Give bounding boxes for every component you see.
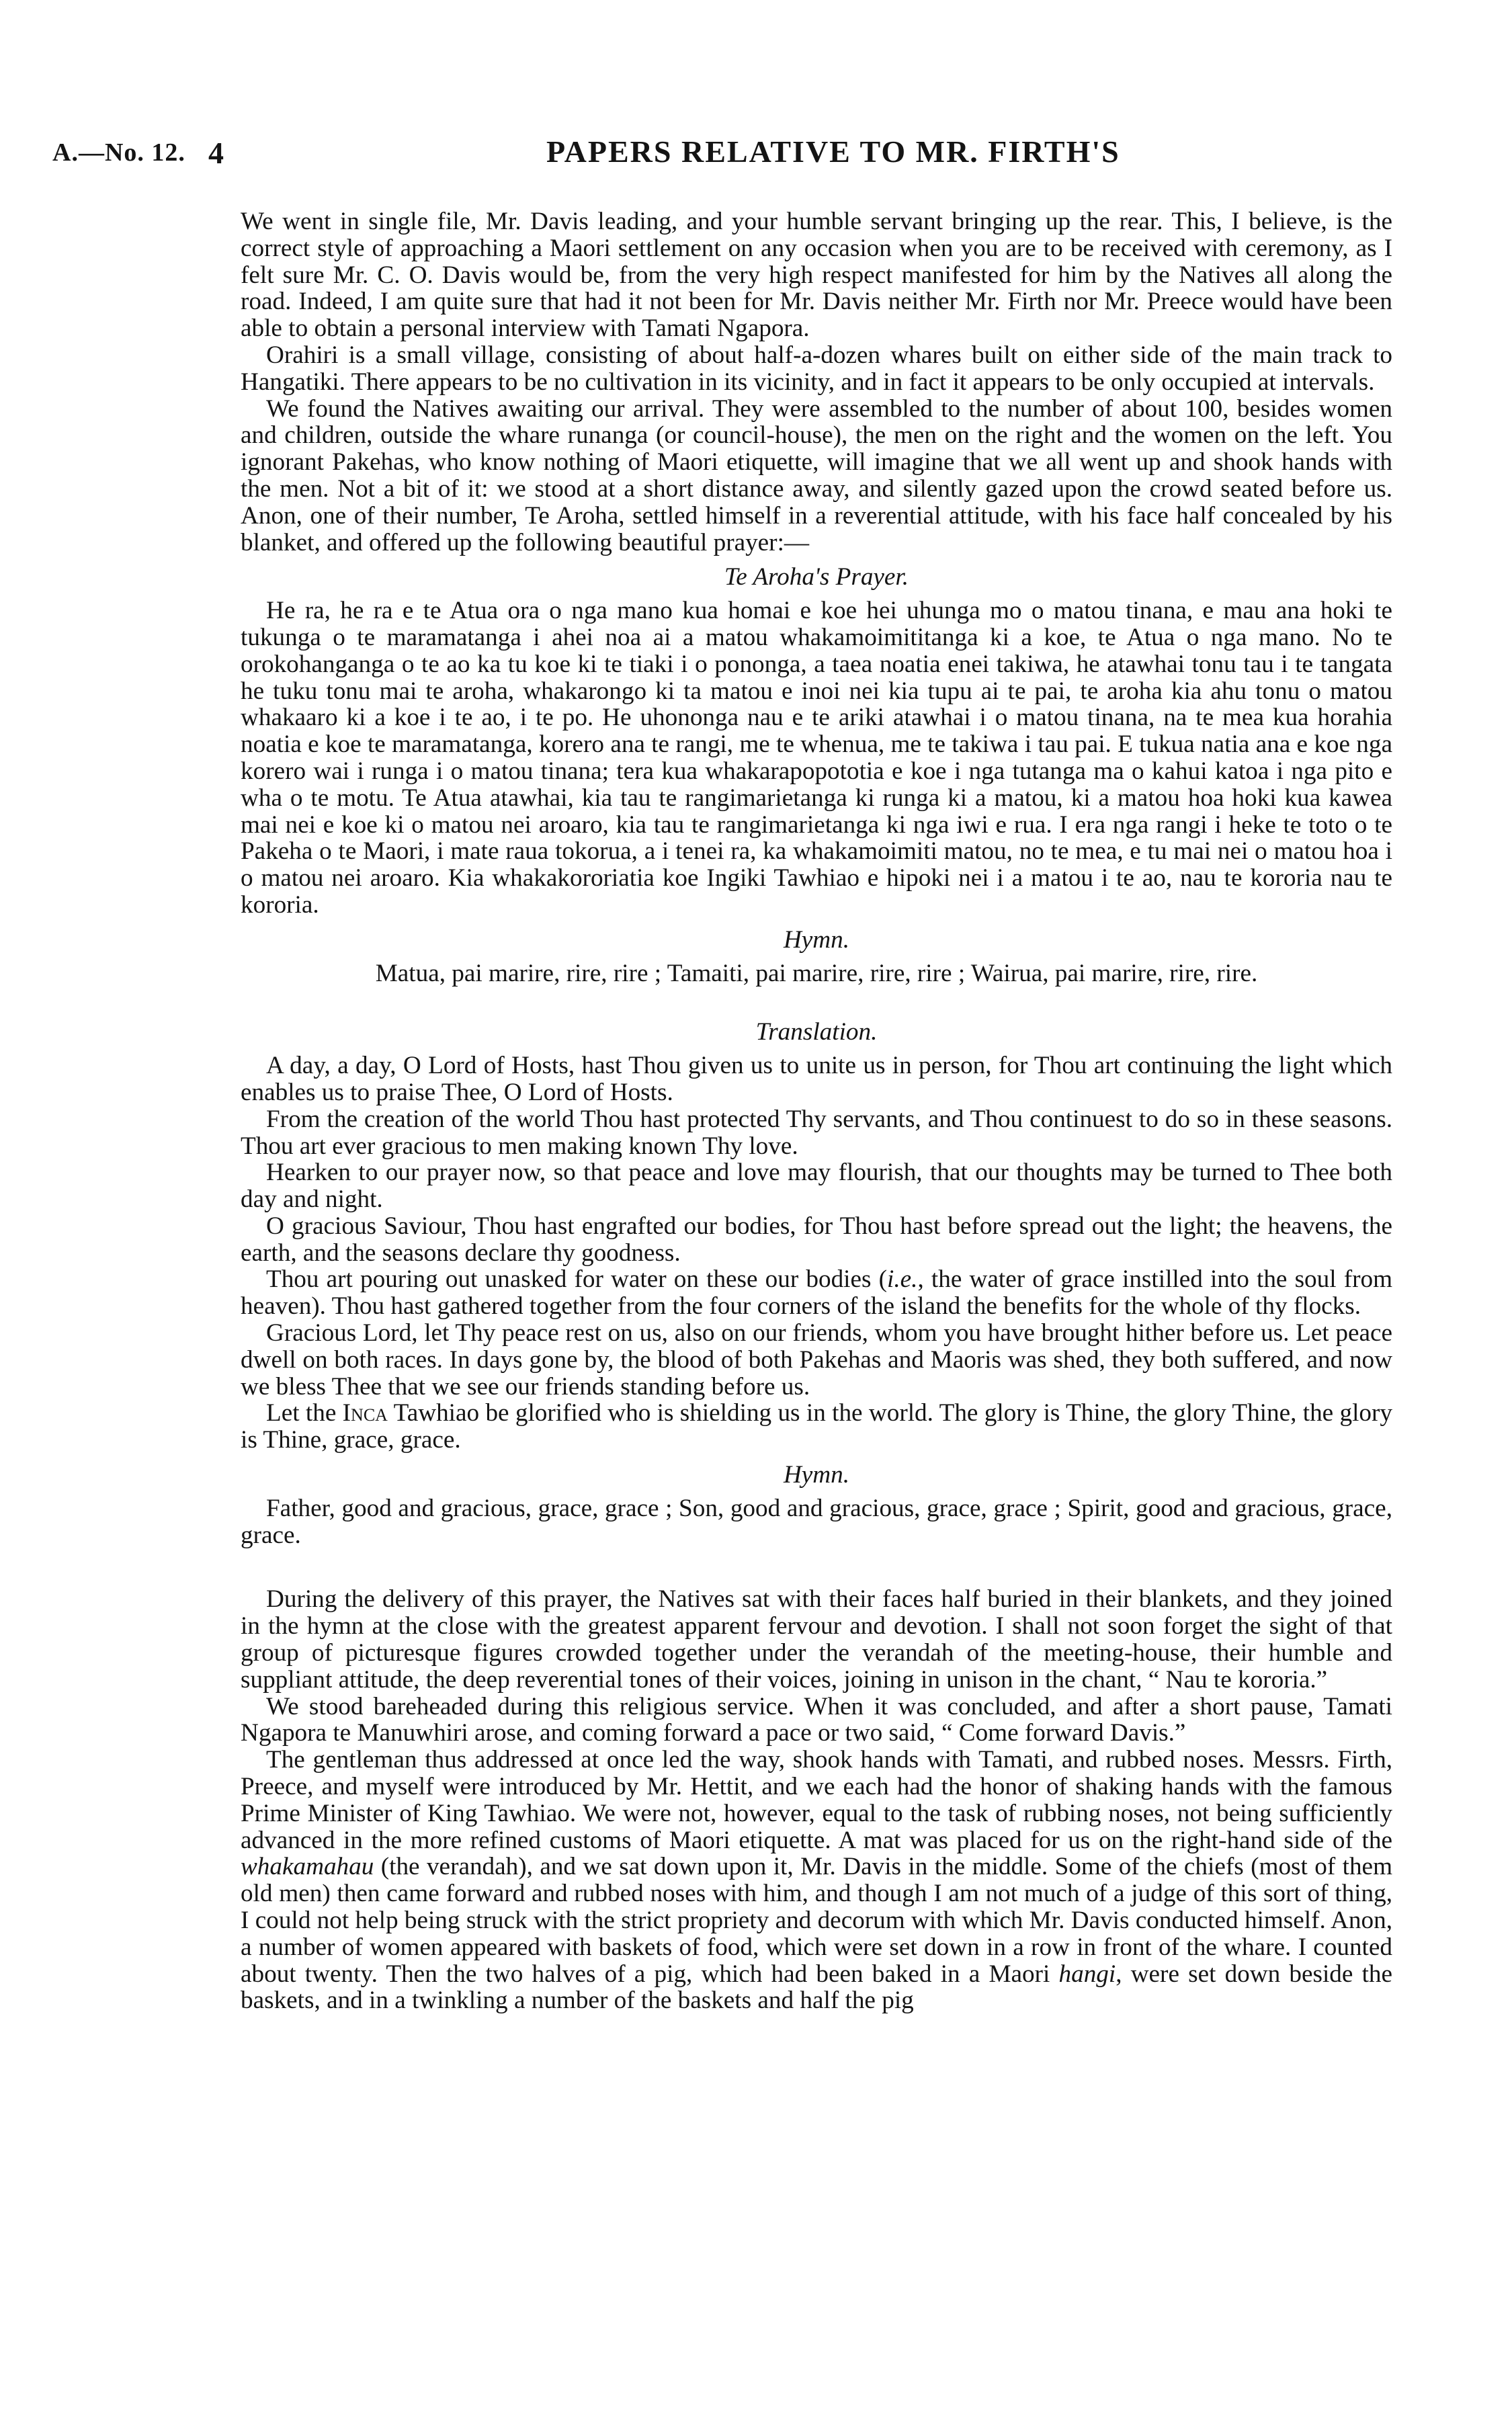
translation-line-6: Gracious Lord, let Thy peace rest on us, also on our friends, whom you have brought hither before us. Let peace dwell on both races. In days gone by, the blood of both Pakehas and Maoris was shed, they both suffered, and now we bless Thee that we see our friends standing before us. (241, 1319, 1392, 1401)
translation-line-5-end: , the water of grace instilled into the soul from heaven). Thou hast gathered together from the four corners of the island the benefits for the whole of thy flocks. (241, 1265, 1392, 1321)
prayer-text: He ra, he ra e te Atua ora o nga mano kua homai e koe hei uhunga mo o matou tinana, e mau ana hoki te tukunga o te maramatanga i ahei noa ai a matou whakamoimititanga ki a koe, te Atua o nga mano. No te orokohanganga o te ao ka tu koe ki te tiaki i o pononga, a taea noatia enei takiwa, he atawhai tonu tau i te tangata he tuku tonu mai te aroha, whakarongo ki ta matou e inoi nei kia tupu ai te pai, te aroha kia ahu tonu o matou whakaaro ki a koe i te ao, i te po. He uhononga nau e te ariki atawhai i o matou tinana, na te mea kua horahia noatia e koe te maramatanga, korero ana te rangi, me te whenua, me te takiwa i tau pai. E tukua natia ana e koe nga korero wai i runga i o matou tinana; tera kua whakarapopototia e koe i nga tutanga ma o kahui katoa i nga pito e wha o te motu. Te Atua atawhai, kia tau te rangimarietanga ki runga ki a matou, ki a matou hoa hoki kua kawea mai nei e koe ki o matou nei aroaro, kia tau te rangimarietanga ki nga iwi e rua. I era nga rangi i heke te toto o te Pakeha o te Maori, i mate raua tokorua, a i tenei ra, ka whakamoimiti matou, no te mea, e tu mai nei o matou hoa i o matou nei aroaro. Kia whakakororiatia koe Ingiki Tawhiao e hipoki nei i a matou i te ao, nau te kororia nau te kororia. (241, 597, 1393, 919)
hymn-heading-maori: Hymn. (783, 925, 850, 954)
paragraph-rubbing-noses-a: The gentleman thus addressed at once led the way, shook hands with Tamati, and rubbed noses. Messrs. Firth, Preece, and myself were introduced by Mr. Hettit, and we each had the honor of shaking hands with the famous Prime Minister of King Tawhiao. We were not, however, equal to the task of rubbing noses, not being sufficiently advanced in the more refined customs of Maori etiquette. A mat was placed for us on the right-hand side of the (241, 1746, 1392, 1854)
section-gap (241, 1548, 1392, 1586)
running-title: PAPERS RELATIVE TO MR. FIRTH'S (546, 134, 1120, 169)
prayer-heading: Te Aroha's Prayer. (724, 563, 909, 591)
translation-line-7-start: Let the (266, 1399, 343, 1427)
translation-line-7 (241, 1400, 1392, 1454)
paragraph-orahiri: Orahiri is a small village, consisting of about half-a-dozen whares built on either side of the main track to Hangatiki. There appears to be no cultivation in its vicinity, and in fact it appears to be only occupied at intervals. (241, 341, 1392, 396)
translation-line-5-start: Thou art pouring out unasked for water on these our bodies ( (266, 1265, 888, 1294)
page-number: 4 (208, 136, 224, 170)
translation-line-5 (241, 1266, 1392, 1320)
document-reference: A.—No. 12. (52, 138, 185, 167)
hymn-text-english: Father, good and gracious, grace, grace ; Son, good and gracious, grace, grace ; Spirit, good and gracious, grace, grace. (241, 1494, 1392, 1549)
ie-abbreviation: i.e. (887, 1265, 918, 1294)
paragraph-bareheaded: We stood bareheaded during this religious service. When it was concluded, and after a short pause, Tamati Ngapora te Manuwhiri arose, and coming forward a pace or two said, “ Come forward Davis.” (241, 1692, 1392, 1747)
paragraph-single-file: We went in single file, Mr. Davis leading, and your humble servant bringing up the rear. This, I believe, is the correct style of approaching a Maori settlement on any occasion when you are to be received with ceremony, as I felt sure Mr. C. O. Davis would be, from the very high respect manifested for him by the Natives all along the road. Indeed, I am quite sure that had it not been for Mr. Davis neither Mr. Firth nor Mr. Preece would have been able to obtain a personal interview with Tamati Ngapora. (241, 208, 1392, 343)
body-text (241, 208, 1392, 2014)
inca-smallcaps: Inca (342, 1399, 388, 1427)
whakamahau-term: whakamahau (241, 1853, 374, 1881)
hymn-heading-english: Hymn. (783, 1461, 850, 1489)
translation-line-2: From the creation of the world Thou hast protected Thy servants, and Thou continuest to do so in these seasons. Thou art ever gracious to men making known Thy love. (241, 1105, 1392, 1160)
translation-line-7-end: Tawhiao be glorified who is shielding us in the world. The glory is Thine, the glory Thine, the glory is Thine, grace, grace. (241, 1399, 1392, 1454)
translation-line-1: A day, a day, O Lord of Hosts, hast Thou given us to unite us in person, for Thou art continuing the light which enables us to praise Thee, O Lord of Hosts. (241, 1052, 1392, 1106)
translation-heading: Translation. (755, 1018, 878, 1046)
paragraph-delivery: During the delivery of this prayer, the Natives sat with their faces half buried in their blankets, and they joined in the hymn at the close with the greatest apparent fervour and devotion. I shall not soon forget the sight of that group of picturesque figures crowded together under the verandah of the meeting-house, their humble and suppliant attitude, the deep reverential tones of their voices, joining in unison in the chant, “ Nau te kororia.” (241, 1585, 1392, 1694)
hangi-term: hangi (1058, 1960, 1116, 1988)
translation-line-4: O gracious Saviour, Thou hast engrafted our bodies, for Thou hast before spread out the light; the heavens, the earth, and the seasons declare thy goodness. (241, 1212, 1392, 1267)
paragraph-rubbing-noses-c: , were set down beside the baskets, and in a twinkling a number of the baskets and half the pig (241, 1960, 1392, 2015)
paragraph-rubbing-noses (241, 1747, 1392, 2014)
page-header (52, 134, 1410, 192)
paragraph-natives-awaiting: We found the Natives awaiting our arrival. They were assembled to the number of about 100, besides women and children, outside the whare runanga (or council-house), the men on the right and the women on the left. You ignorant Pakehas, who know nothing of Maori etiquette, will imagine that we all went up and shook hands with the men. Not a bit of it: we stood at a short distance away, and silently gazed upon the crowd seated before us. Anon, one of their number, Te Aroha, settled himself in a reverential attitude, with his face half concealed by his blanket, and offered up the following beautiful prayer:— (241, 394, 1392, 556)
translation-line-3: Hearken to our prayer now, so that peace and love may flourish, that our thoughts may be turned to Thee both day and night. (241, 1159, 1392, 1214)
hymn-text-maori: Matua, pai marire, rire, rire ; Tamaiti, pai marire, rire, rire ; Wairua, pai marire, rire, rire. (375, 959, 1258, 987)
paragraph-rubbing-noses-b: (the verandah), and we sat down upon it, Mr. Davis in the middle. Some of the chiefs (most of them old men) then came forward and rubbed noses with him, and though I am not much of a judge of this sort of thing, I could not help being struck with the strict propriety and decorum with which Mr. Davis conducted himself. Anon, a number of women appeared with baskets of food, which were set down in a row in front of the whare. I counted about twenty. Then the two halves of a pig, which had been baked in a Maori (241, 1853, 1392, 1988)
